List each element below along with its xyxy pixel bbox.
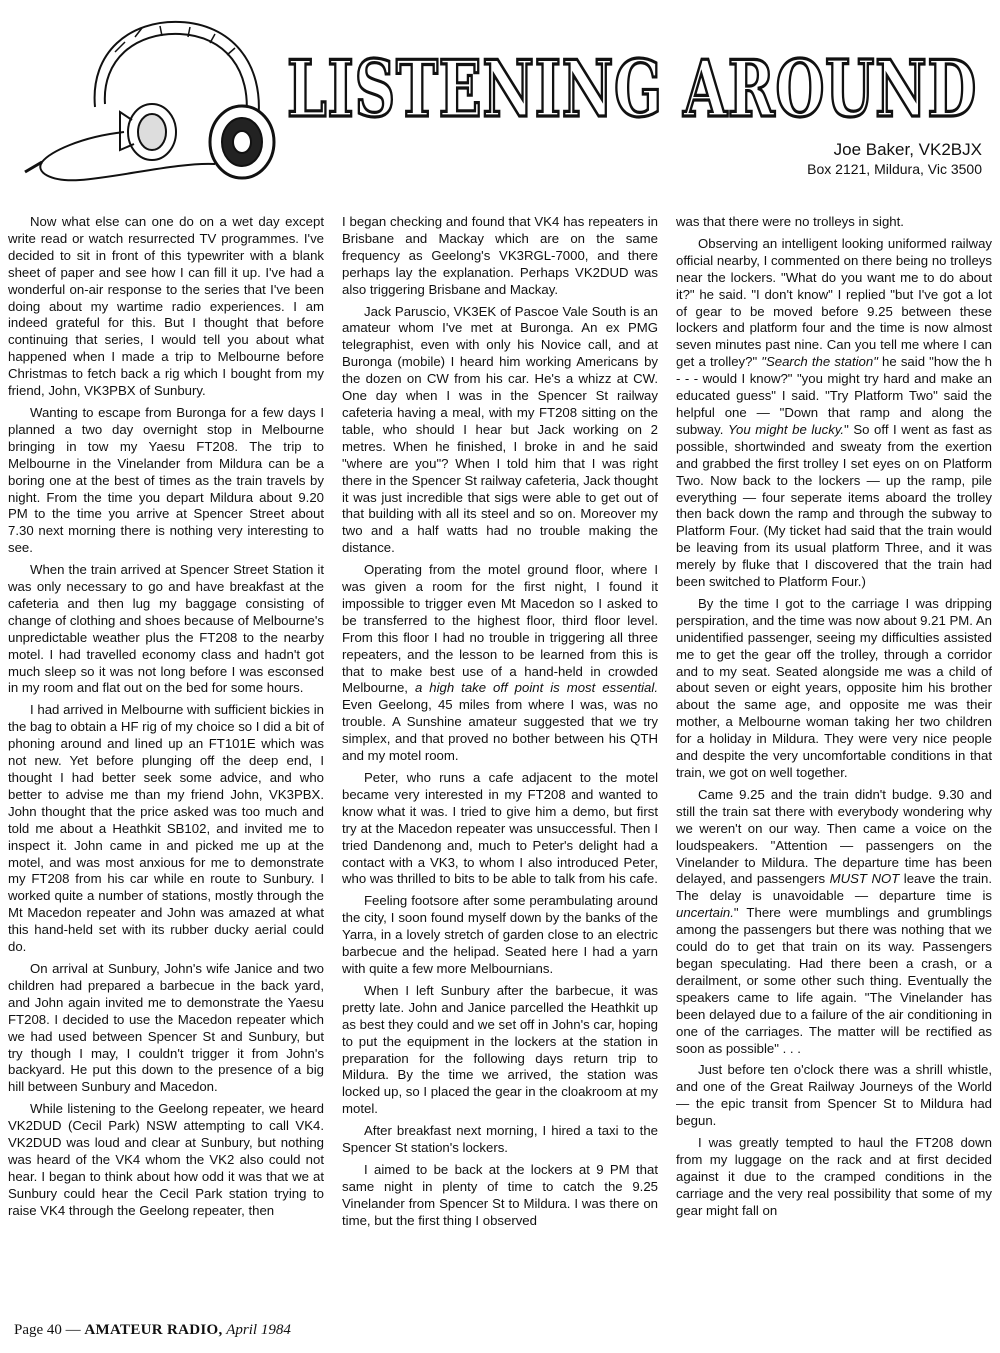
article-body xyxy=(8,214,992,1324)
emphasis-text: uncertain. xyxy=(676,905,734,921)
column-3 xyxy=(676,214,992,1324)
paragraph: I aimed to be back at the lockers at 9 PM that same night in plenty of time to catch the 9.25 Vinelander from Spencer St to Mildura. I was there on time, but the first thing I observed xyxy=(342,1161,658,1228)
paragraph: Peter, who runs a cafe adjacent to the motel became very interested in my FT208 and wanted to know what it was. I tried to give him a demo, but first try at the Macedon repeater was unsuccessful. Then I tried Dandenong and, much to Peter's delight had a contact with a VK3, to whom I also introduced Peter, who was thrilled to bits to be able to talk from his cafe. xyxy=(342,770,658,887)
paragraph: On arrival at Sunbury, John's wife Janice and two children had prepared a barbecue in the back yard, and John again invited me to demonstrate the Yaesu FT208. I decided to use the Macedon repeater which we had used between Spencer St and Sunbury, but try though I may, I couldn't trigger it from John's backyard. He put this down to the presence of a big hill between Sunbury and Macedon. xyxy=(8,960,324,1095)
paragraph-text: Even Geelong, 45 miles from where I was, was no trouble. A Sunshine amateur suggested that we try simplex, and that proved no bother between his QTH and my motel room. xyxy=(342,697,658,764)
byline xyxy=(807,140,982,178)
author-address: Box 2121, Mildura, Vic 3500 xyxy=(807,161,982,177)
emphasis-text: You might be lucky. xyxy=(727,421,845,437)
paragraph: Now what else can one do on a wet day except write read or watch resurrected TV programmes. I've decided to sit in front of this typewriter with a blank sheet of paper and see how I can fill it up. I've had a wonderful on-air response to the series that I've been doing about my wartime radio experiences. I am indeed grateful for this. But I thought that before continuing that series, I would tell you about what happened when I made a trip to Melbourne before Christmas to fetch back a rig which I bought from my friend, John, VK3PBX of Sunbury. xyxy=(8,214,324,399)
paragraph xyxy=(676,787,992,1058)
paragraph: Wanting to escape from Buronga for a few days I planned a two day overnight stop in Melbourne bringing in tow my Yaesu FT208. The trip to Melbourne in the Vinelander from Mildura can be a boring one at the best of times as the train travels by night. From the time you depart Mildura about 9.20 PM to the time you arrive at Spencer Street about 7.30 next morning there is nothing very interesting to see. xyxy=(8,404,324,556)
paragraph: Just before ten o'clock there was a shrill whistle, and one of the Great Railway Journeys of the World — the epic transit from Spencer St to Mildura had begun. xyxy=(676,1062,992,1129)
paragraph-text: " There were mumblings and grumblings among the passengers but there was nothing that we could do to get that train on its way. Passengers began speculating. Had there been a crash, or a derailment, or some other such thing. Eventually the speakers came to life again. "The Vinelander has been delayed due to a failure of the air conditioning in one of the carriages. The matter will be rectified as soon as possible" . . . xyxy=(676,905,992,1056)
paragraph: After breakfast next morning, I hired a taxi to the Spencer St station's lockers. xyxy=(342,1123,658,1156)
paragraph-text: Observing an intelligent looking uniformed railway official nearby, I commented on there being no trolleys near the lockers. "What do you want me to do about it?" he said. "I don't know" I replied "but I've got a lot of gear to be moved before 9.25 between these lockers and platform four and the time is now almost seven minutes past nine. Can you tell me where I can get a trolley?" xyxy=(676,235,992,370)
emphasis-text: "Search the station" xyxy=(761,354,878,370)
column-2 xyxy=(342,214,658,1324)
paragraph: was that there were no trolleys in sight. xyxy=(676,214,904,229)
paragraph xyxy=(676,236,992,591)
paragraph: When the train arrived at Spencer Street Station it was only necessary to go and have breakfast at the cafeteria and then lug my baggage consisting of change of clothing and shoes because of Melbourne's unpredictable weather plus the FT208 to the nearby motel. I had travelled economy class and hadn't got much sleep so it was not long before I was esconsed in my room and flat out on the bed for some hours. xyxy=(8,562,324,696)
paragraph: I was greatly tempted to haul the FT208 down from my luggage on the rack and at first decided against it due to the cramped conditions in the carriage and the very real possibility that some of my gear might fall on xyxy=(676,1135,992,1218)
headphones-icon xyxy=(20,12,280,192)
paragraph: I had arrived in Melbourne with sufficient bickies in the bag to obtain a HF rig of my choice so I did a bit of phoning around and lined up an FT101E which was not new. Yet before plunging off the deep end, I thought I had better seek some advice, and who better to advise me than my friend John, VK3PBX. John thought that the price asked was too much and told me about a Heathkit SB102, and invited me to inspect it. John came in and picked me up at the motel, and was most anxious for me to demonstrate my FT208 from his car while en route to Sunbury. I worked quite a number of stations, mostly through the Mt Macedon repeater and John was amazed at what this hand-held set with its rubber ducky aerial could do. xyxy=(8,702,324,955)
paragraph: Jack Paruscio, VK3EK of Pascoe Vale South is an amateur whom I've met at Buronga. An ex PMG telegraphist, even with only his Novice call, and at Buronga (mobile) I heard him working Americans by the dozen on CW from his car. He's a whizz at CW. One day when I was in the Spencer St railway cafeteria having a meal, with my FT208 sitting on the table, who should I hear but Jack working on 2 metres. When he finished, I broke in and he said "where are you"? When I told him that I was right there in the Spencer St railway cafeteria, Jack thought it was just incredible that sigs were able to get out of that building with all its steel and so on. Moreover my two and a half watts had no trouble making the distance. xyxy=(342,303,658,556)
emphasis-text: a high take off point is most essential. xyxy=(414,680,658,696)
emphasis-text: MUST NOT xyxy=(829,871,900,887)
paragraph-text: " So off I went as fast as possible, shortwinded and sweaty from the exertion and grabbed the first trolley I set eyes on on Platform Two. Now back to the lockers — up the ramp, pile everything — four seperate items aboard the trolley then back down the ramp and through the subway to Platform Four. (My ticket had said that the train would be leaving from its usual platform Three, and it was merely by fluke that I discovered that the train had been switched to Platform Four.) xyxy=(676,421,992,590)
page-number: Page 40 — xyxy=(14,1322,81,1338)
paragraph-text: Came 9.25 and the train didn't budge. 9.30 and still the train sat there with everybody wondering why we weren't on our way. Then came a voice on the loudspeakers. "Attention — passengers on the Vinelander to Mildura. The departure time has been delayed, and passengers xyxy=(676,786,992,887)
paragraph: I began checking and found that VK4 has repeaters in Brisbane and Mackay which are on the same frequency as Geelong's VK3RGL-7000, and there perhaps lay the explanation. Perhaps VK2DUD was also triggering Brisbane and Mackay. xyxy=(342,214,658,297)
svg-text:LISTENING AROUND: LISTENING AROUND xyxy=(287,44,977,130)
paragraph: When I left Sunbury after the barbecue, it was pretty late. John and Janice parcelled the Heathkit up as best they could and we set off in John's car, hoping to put the equipment in the lockers at the station in preparation for the following days return trip to Mildura. By the time we arrived, the station was locked up, so I placed the gear in the cloakroom at my motel. xyxy=(342,982,658,1117)
paragraph xyxy=(342,562,658,765)
author-name: Joe Baker, VK2BJX xyxy=(833,140,982,159)
issue-date: April 1984 xyxy=(226,1322,291,1338)
paragraph: While listening to the Geelong repeater, we heard VK2DUD (Cecil Park) NSW attempting to call VK4. VK2DUD was loud and clear at Sunbury, but nothing was heard of the VK4 whom the VK2 also could not hear. I began to think about how odd it was that we at Sunbury could hear the Cecil Park station trying to raise VK4 through the Geelong repeater, then xyxy=(8,1101,324,1218)
paragraph-text: Operating from the motel ground floor, where I was given a room for the first night, I found it impossible to trigger even Mt Macedon so I asked to be transferred to the highest floor, third floor level. From this floor I had no trouble in triggering all three repeaters, and the lesson to be learned from this is that to make best use of a hand-held in crowded Melbourne, xyxy=(342,562,658,696)
paragraph-text: he said "how the h - - - would I know?" "you might try hard and make an educated guess" I said. "Try Platform Two" said the helpful one — "Down that ramp and along the subway. xyxy=(676,354,992,437)
paragraph: Feeling footsore after some perambulating around the city, I soon found myself down by the banks of the Yarra, in a lovely stretch of garden close to an electric barbecue and the helipad. Seated here I had a yarn with quite a few more Melbournians. xyxy=(342,893,658,976)
page-title xyxy=(282,40,982,130)
page-footer xyxy=(14,1322,291,1339)
magazine-name: AMATEUR RADIO, xyxy=(84,1322,223,1338)
paragraph-text: leave the train. The delay is unavoidable — departure time is xyxy=(676,871,992,904)
paragraph: By the time I got to the carriage I was dripping perspiration, and the time was now about 9.21 PM. An unidentified passenger, seeing my difficulties assisted me to get the gear off the trolley, through a corridor and to my seat. Seated alongside me was a child of about seven or eight years, opposite him his brother about the same age, and opposite me was their mother, a Melbourne woman taking her two children for a holiday in Mildura. They were very nice people and despite the very uncomfortable conditions in that train, we got on well together. xyxy=(676,595,992,780)
column-1 xyxy=(8,214,324,1324)
